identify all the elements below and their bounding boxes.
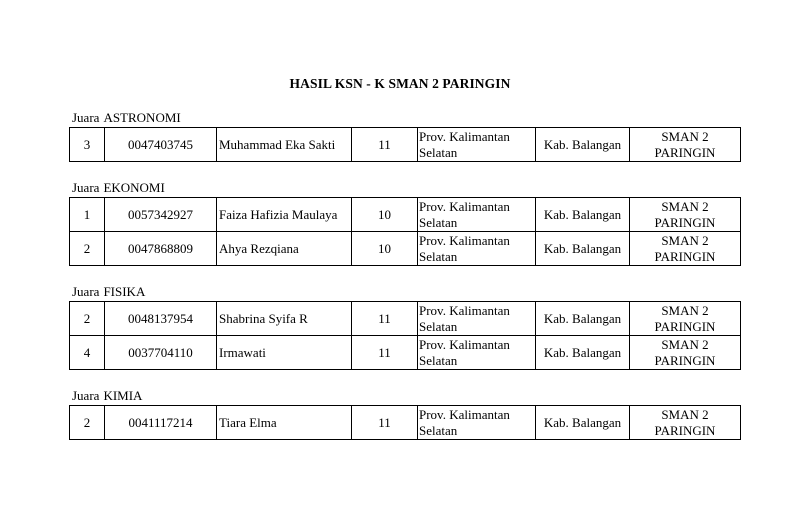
regency-cell: Kab. Balangan — [536, 128, 630, 162]
rank-cell: 2 — [70, 406, 105, 440]
regency-cell: Kab. Balangan — [536, 232, 630, 266]
school-line-1: SMAN 2 — [661, 128, 709, 144]
school-line-1: SMAN 2 — [661, 198, 709, 214]
name-cell: Tiara Elma — [217, 406, 352, 440]
grade-cell: 11 — [352, 128, 418, 162]
rank-cell: 3 — [70, 128, 105, 162]
school-cell — [630, 302, 741, 336]
province-line-1: Prov. Kalimantan — [419, 406, 510, 422]
name-cell: Muhammad Eka Sakti — [217, 128, 352, 162]
table-row — [70, 232, 741, 266]
grade-cell: 11 — [352, 406, 418, 440]
nisn-cell: 0048137954 — [105, 302, 217, 336]
table-row — [70, 198, 741, 232]
name-cell: Irmawati — [217, 336, 352, 370]
grade-cell: 10 — [352, 198, 418, 232]
province-line-1: Prov. Kalimantan — [419, 128, 510, 144]
school-line-1: SMAN 2 — [661, 302, 709, 318]
school-cell — [630, 198, 741, 232]
province-line-1: Prov. Kalimantan — [419, 198, 510, 214]
grade-cell: 11 — [352, 302, 418, 336]
nisn-cell: 0047403745 — [105, 128, 217, 162]
province-line-1: Prov. Kalimantan — [419, 302, 510, 318]
province-cell — [418, 302, 536, 336]
table-row — [70, 128, 741, 162]
section-prefix: Juara — [72, 388, 100, 403]
grade-cell: 11 — [352, 336, 418, 370]
province-line-2: Selatan — [419, 352, 458, 368]
rank-cell: 4 — [70, 336, 105, 370]
province-line-1: Prov. Kalimantan — [419, 336, 510, 352]
school-line-2: PARINGIN — [654, 248, 716, 264]
school-cell — [630, 128, 741, 162]
section-label-fisika — [72, 284, 145, 300]
name-cell: Ahya Rezqiana — [217, 232, 352, 266]
province-line-1: Prov. Kalimantan — [419, 232, 510, 248]
regency-cell: Kab. Balangan — [536, 406, 630, 440]
province-line-2: Selatan — [419, 318, 458, 334]
school-cell — [630, 406, 741, 440]
section-subject: KIMIA — [103, 388, 143, 403]
section-label-ekonomi — [72, 180, 165, 196]
section-label-astronomi — [72, 110, 181, 126]
school-line-1: SMAN 2 — [661, 406, 709, 422]
page-title: HASIL KSN - K SMAN 2 PARINGIN — [289, 76, 511, 91]
province-line-2: Selatan — [419, 214, 458, 230]
school-line-1: SMAN 2 — [661, 336, 709, 352]
regency-cell: Kab. Balangan — [536, 336, 630, 370]
province-cell — [418, 198, 536, 232]
section-prefix: Juara — [72, 180, 100, 195]
school-line-2: PARINGIN — [654, 352, 716, 368]
results-table-kimia — [69, 405, 741, 440]
province-cell — [418, 406, 536, 440]
rank-cell: 2 — [70, 302, 105, 336]
results-table-fisika — [69, 301, 741, 370]
section-prefix: Juara — [72, 284, 100, 299]
school-line-1: SMAN 2 — [661, 232, 709, 248]
nisn-cell: 0037704110 — [105, 336, 217, 370]
school-line-2: PARINGIN — [654, 144, 716, 160]
grade-cell: 10 — [352, 232, 418, 266]
province-cell — [418, 336, 536, 370]
table-row — [70, 406, 741, 440]
rank-cell: 2 — [70, 232, 105, 266]
results-table-ekonomi — [69, 197, 741, 266]
rank-cell: 1 — [70, 198, 105, 232]
section-subject: EKONOMI — [103, 180, 165, 195]
province-line-2: Selatan — [419, 422, 458, 438]
province-cell — [418, 232, 536, 266]
province-line-2: Selatan — [419, 144, 458, 160]
nisn-cell: 0041117214 — [105, 406, 217, 440]
name-cell: Shabrina Syifa R — [217, 302, 352, 336]
section-label-kimia — [72, 388, 142, 404]
name-cell: Faiza Hafizia Maulaya — [217, 198, 352, 232]
table-row — [70, 302, 741, 336]
section-subject: ASTRONOMI — [103, 110, 181, 125]
results-table-astronomi — [69, 127, 741, 162]
nisn-cell: 0047868809 — [105, 232, 217, 266]
school-cell — [630, 336, 741, 370]
school-line-2: PARINGIN — [654, 422, 716, 438]
section-subject: FISIKA — [103, 284, 146, 299]
province-cell — [418, 128, 536, 162]
nisn-cell: 0057342927 — [105, 198, 217, 232]
regency-cell: Kab. Balangan — [536, 198, 630, 232]
table-row — [70, 336, 741, 370]
school-cell — [630, 232, 741, 266]
regency-cell: Kab. Balangan — [536, 302, 630, 336]
section-prefix: Juara — [72, 110, 100, 125]
school-line-2: PARINGIN — [654, 318, 716, 334]
province-line-2: Selatan — [419, 248, 458, 264]
school-line-2: PARINGIN — [654, 214, 716, 230]
